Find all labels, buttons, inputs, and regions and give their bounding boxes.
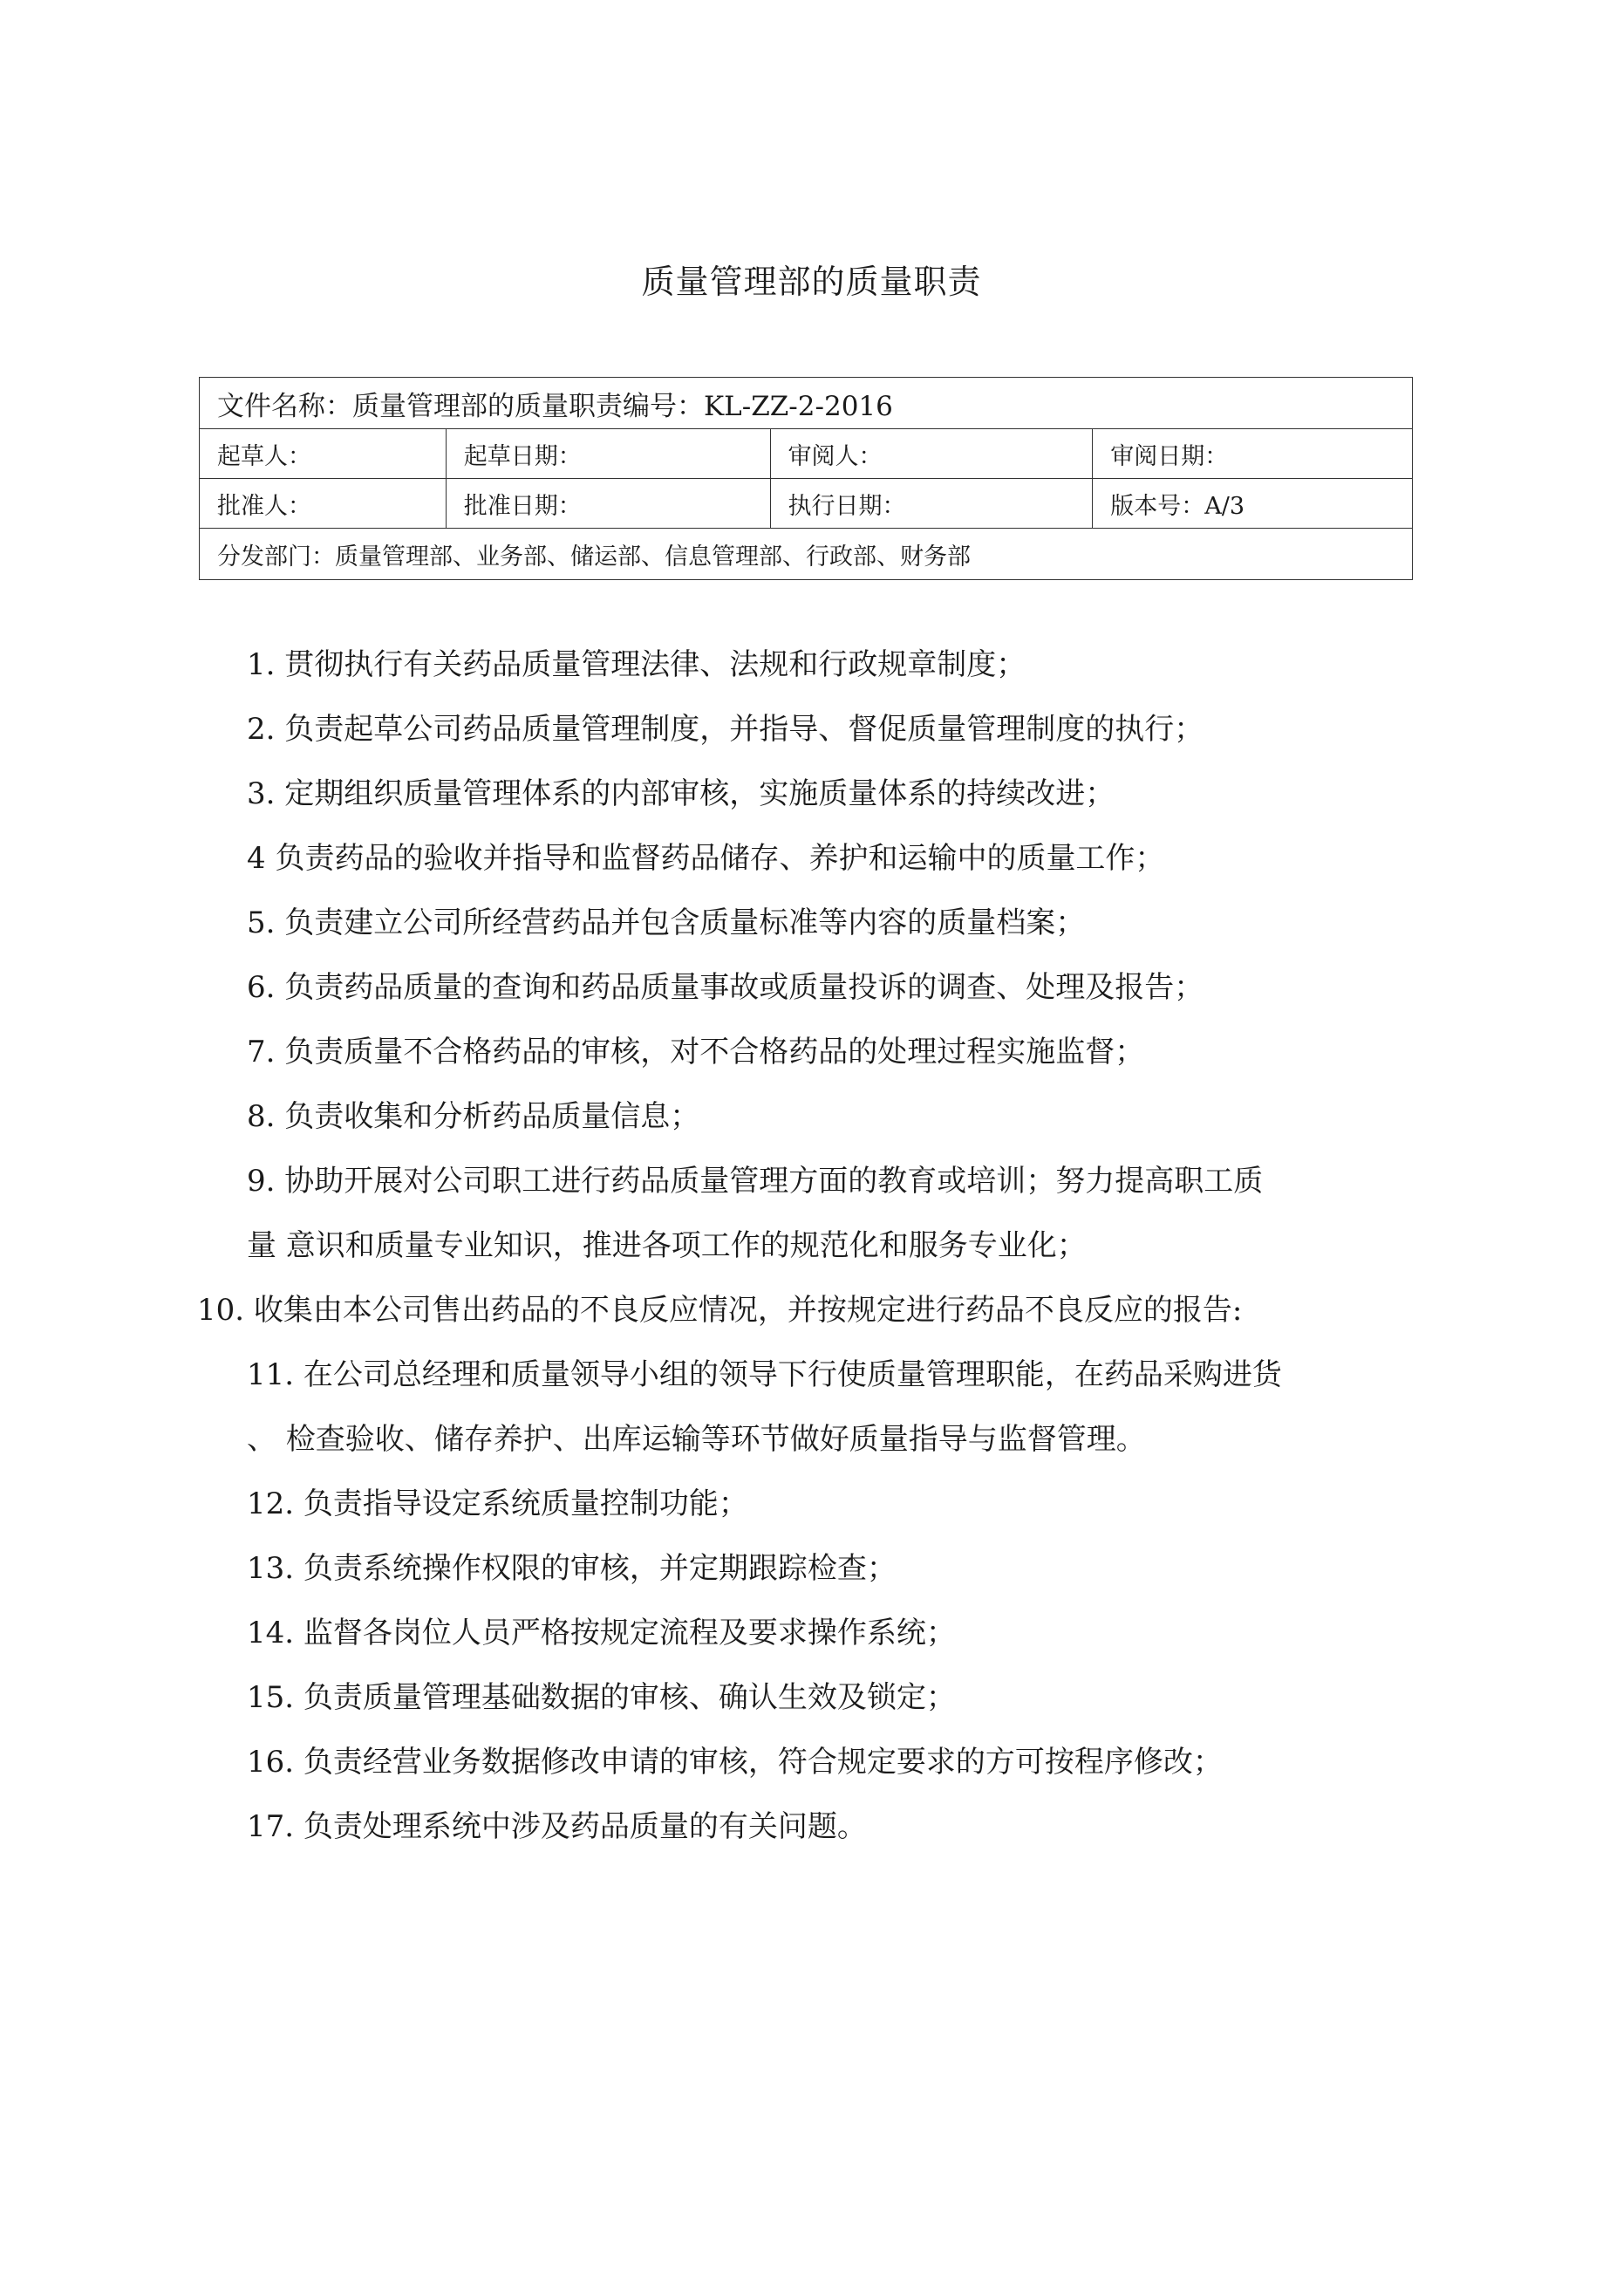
list-item: 量 意识和质量专业知识，推进各项工作的规范化和服务专业化；	[247, 1228, 1087, 1263]
document-title: 质量管理部的质量职责	[641, 263, 982, 301]
list-item: 2. 负责起草公司药品质量管理制度，并指导、督促质量管理制度的执行；	[247, 712, 1204, 747]
list-item: 4 负责药品的验收并指导和监督药品储存、养护和运输中的质量工作；	[247, 841, 1165, 876]
list-item: 10. 收集由本公司售出药品的不良反应情况，并按规定进行药品不良反应的报告:	[197, 1293, 1243, 1328]
review-date-cell: 审阅日期：	[1093, 429, 1413, 479]
version-cell: 版本号：A/3	[1093, 479, 1413, 529]
draft-date-cell: 起草日期：	[446, 429, 770, 479]
list-item: 7. 负责质量不合格药品的审核，对不合格药品的处理过程实施监督；	[247, 1035, 1145, 1069]
list-item: 13. 负责系统操作权限的审核，并定期跟踪检查；	[247, 1551, 897, 1586]
approve-date-cell: 批准日期：	[446, 479, 770, 529]
list-item: 、 检查验收、储存养护、出库运输等环节做好质量指导与监督管理。	[247, 1422, 1146, 1457]
reviewer-cell: 审阅人：	[770, 429, 1093, 479]
info-row-draft	[200, 429, 1413, 479]
list-item: 5. 负责建立公司所经营药品并包含质量标准等内容的质量档案；	[247, 905, 1086, 940]
list-item: 11. 在公司总经理和质量领导小组的领导下行使质量管理职能，在药品采购进货	[247, 1357, 1282, 1392]
list-item: 6. 负责药品质量的查询和药品质量事故或质量投诉的调查、处理及报告；	[247, 970, 1204, 1005]
info-row-approve	[200, 479, 1413, 529]
approver-cell: 批准人：	[200, 479, 447, 529]
list-item: 12. 负责指导设定系统质量控制功能；	[247, 1486, 748, 1521]
file-name-cell: 文件名称：质量管理部的质量职责编号：KL-ZZ-2-2016	[200, 378, 1413, 429]
exec-date-cell: 执行日期：	[770, 479, 1093, 529]
list-item: 14. 监督各岗位人员严格按规定流程及要求操作系统；	[247, 1616, 956, 1650]
list-item: 8. 负责收集和分析药品质量信息；	[247, 1099, 700, 1134]
info-row-distribution	[200, 529, 1413, 580]
list-item: 3. 定期组织质量管理体系的内部审核，实施质量体系的持续改进；	[247, 776, 1115, 811]
list-item: 15. 负责质量管理基础数据的审核、确认生效及锁定；	[247, 1680, 956, 1715]
list-item: 1. 贯彻执行有关药品质量管理法律、法规和行政规章制度；	[247, 647, 1026, 682]
info-row-file	[200, 378, 1413, 429]
document-info-table	[199, 377, 1413, 580]
list-item: 16. 负责经营业务数据修改申请的审核，符合规定要求的方可按程序修改；	[247, 1745, 1223, 1780]
distribution-cell: 分发部门：质量管理部、业务部、储运部、信息管理部、行政部、财务部	[200, 529, 1413, 580]
drafter-cell: 起草人：	[200, 429, 447, 479]
list-item: 9. 协助开展对公司职工进行药品质量管理方面的教育或培训；努力提高职工质	[247, 1164, 1264, 1199]
list-item: 17. 负责处理系统中涉及药品质量的有关问题。	[247, 1809, 867, 1844]
